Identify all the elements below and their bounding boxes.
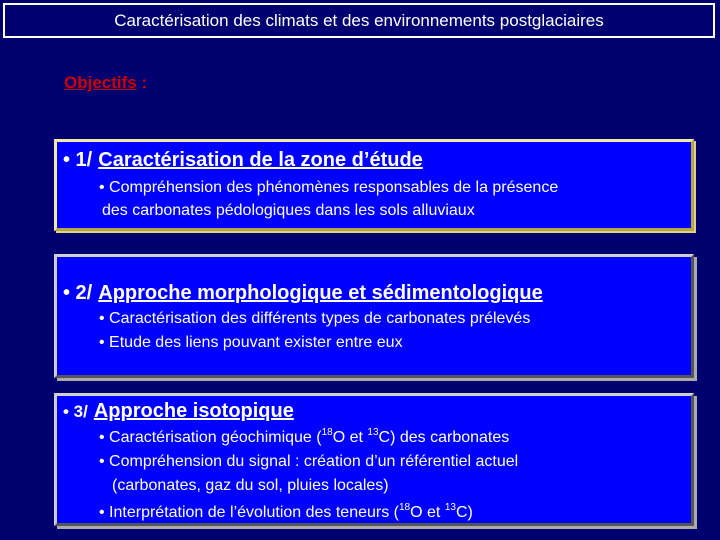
section-2-line-1: • Caractérisation des différents types de carbonates prélevés	[99, 310, 531, 327]
section-2-box	[54, 254, 694, 378]
objectifs-label: Objectifs	[64, 73, 137, 92]
section-1-number: • 1/	[63, 149, 93, 171]
section-3-heading	[63, 400, 294, 423]
section-3-line-3: (carbonates, gaz du sol, pluies locales)	[112, 477, 389, 494]
section-1-heading	[63, 149, 423, 172]
section-3-line-1: • Caractérisation géochimique ($^{18}$O et $^{13}$C) des carbonates	[99, 427, 510, 446]
section-2-title: Approche morphologique et sédimentologique	[98, 282, 543, 304]
section-3-number: • 3/	[63, 402, 88, 421]
section-2-number: • 2/	[63, 282, 93, 304]
objectifs-colon: :	[136, 73, 148, 92]
section-1-line-1: • Compréhension des phénomènes responsables de la présence	[99, 179, 559, 196]
slide-title: Caractérisation des climats et des environnements postglaciaires	[3, 3, 715, 38]
section-3-line-4: • Interprétation de l’évolution des teneurs ($^{18}$O et $^{13}$C)	[99, 502, 473, 521]
section-1-title: Caractérisation de la zone d’étude	[98, 149, 423, 171]
section-3-title: Approche isotopique	[93, 400, 294, 422]
objectifs-heading	[64, 73, 147, 93]
section-2-line-2: • Etude des liens pouvant exister entre eux	[99, 334, 403, 351]
section-3-box	[54, 393, 694, 526]
section-1-line-2: des carbonates pédologiques dans les sols alluviaux	[102, 202, 475, 219]
section-2-heading	[63, 282, 543, 305]
section-1-box	[54, 139, 694, 231]
section-3-line-2: • Compréhension du signal : création d’un référentiel actuel	[99, 453, 519, 470]
